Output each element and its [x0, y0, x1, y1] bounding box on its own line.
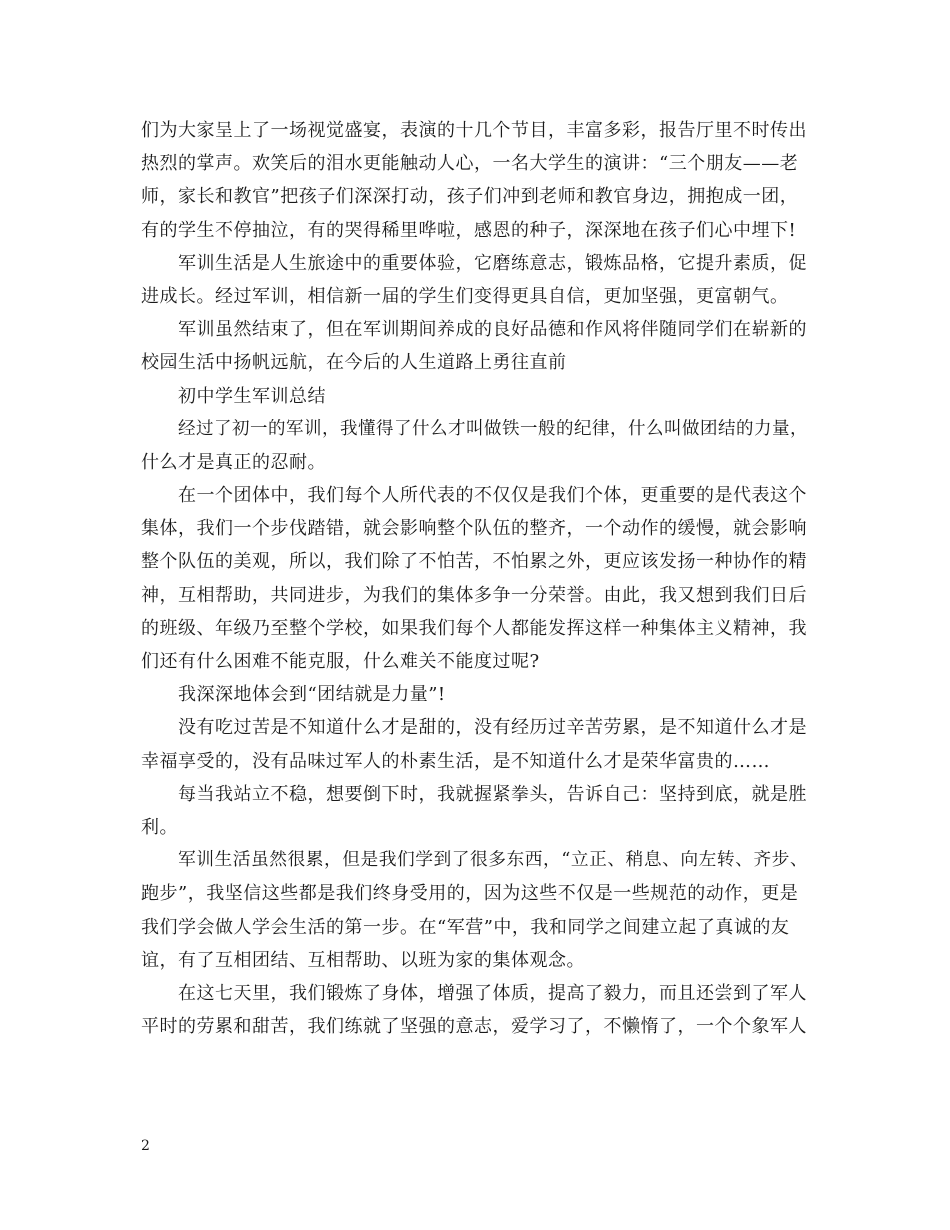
text-line: 们为大家呈上了一场视觉盛宴，表演的十几个节目，丰富多彩，报告厅里不时传出	[141, 120, 807, 141]
text-line: 集体，我们一个步伐踏错，就会影响整个队伍的整齐，一个动作的缓慢，就会影响	[141, 518, 807, 540]
document-body	[141, 114, 809, 1043]
page-number: 2	[141, 1138, 150, 1154]
paragraph-start: 军训生活是人生旅途中的重要体验，它磨练意志，锻炼品格，它提升素质，促	[178, 252, 807, 274]
paragraph-start: 在这七天里，我们锻炼了身体，增强了体质，提高了毅力，而且还尝到了军人	[178, 982, 807, 1004]
text-line: 整个队伍的美观，所以，我们除了不怕苦，不怕累之外，更应该发扬一种协作的精	[141, 551, 807, 573]
text-line: 利。	[141, 816, 178, 838]
text-line: 我们学会做人学会生活的第一步。在“军营”中，我和同学之间建立起了真诚的友	[141, 916, 790, 938]
text-line: 师，家长和教官”把孩子们深深打动，孩子们冲到老师和教官身边，拥抱成一团，	[141, 186, 799, 208]
text-line: 跑步”，我坚信这些都是我们终身受用的，因为这些不仅是一些规范的动作，更是	[141, 883, 799, 905]
text-line: 们还有什么困难不能克服，什么难关不能度过呢?	[141, 651, 540, 672]
paragraph-start: 军训虽然结束了，但在军训期间养成的良好品德和作风将伴随同学们在崭新的	[178, 319, 807, 341]
text-line: 进成长。经过军训，相信新一届的学生们变得更具自信，更加坚强，更富朝气。	[141, 285, 789, 307]
paragraph-start: 军训生活虽然很累，但是我们学到了很多东西，“立正、稍息、向左转、齐步、	[178, 850, 809, 871]
text-line: 幸福享受的，没有品味过军人的朴素生活，是不知道什么才是荣华富贵的……	[141, 750, 770, 772]
paragraph-start: 经过了初一的军训，我懂得了什么才叫做铁一般的纪律，什么叫做团结的力量，	[178, 418, 808, 439]
paragraph-start: 每当我站立不稳，想要倒下时，我就握紧拳头，告诉自己：坚持到底，就是胜	[178, 783, 807, 805]
paragraph-start: 我深深地体会到“团结就是力量”!	[178, 684, 446, 706]
text-line: 神，互相帮助，共同进步，为我们的集体多争一分荣誉。由此，我又想到我们日后	[141, 584, 807, 606]
text-line: 什么才是真正的忍耐。	[141, 451, 326, 473]
paragraph-start: 在一个团体中，我们每个人所代表的不仅仅是我们个体，更重要的是代表这个	[178, 485, 807, 507]
text-line: 热烈的掌声。欢笑后的泪水更能触动人心，一名大学生的演讲：“三个朋友——老	[141, 153, 799, 175]
text-line: 平时的劳累和甜苦，我们练就了坚强的意志，爱学习了，不懒惰了，一个个象军人	[141, 1016, 807, 1038]
section-title: 初中学生军训总结	[178, 385, 326, 407]
text-line: 校园生活中扬帆远航，在今后的人生道路上勇往直前	[141, 352, 567, 374]
text-line: 的班级、年级乃至整个学校，如果我们每个人都能发挥这样一种集体主义精神，我	[141, 617, 807, 639]
paragraph-start: 没有吃过苦是不知道什么才是甜的，没有经历过辛苦劳累，是不知道什么才是	[178, 717, 807, 739]
text-line: 有的学生不停抽泣，有的哭得稀里哗啦，感恩的种子，深深地在孩子们心中埋下!	[141, 219, 797, 241]
text-line: 谊，有了互相团结、互相帮助、以班为家的集体观念。	[141, 949, 585, 971]
